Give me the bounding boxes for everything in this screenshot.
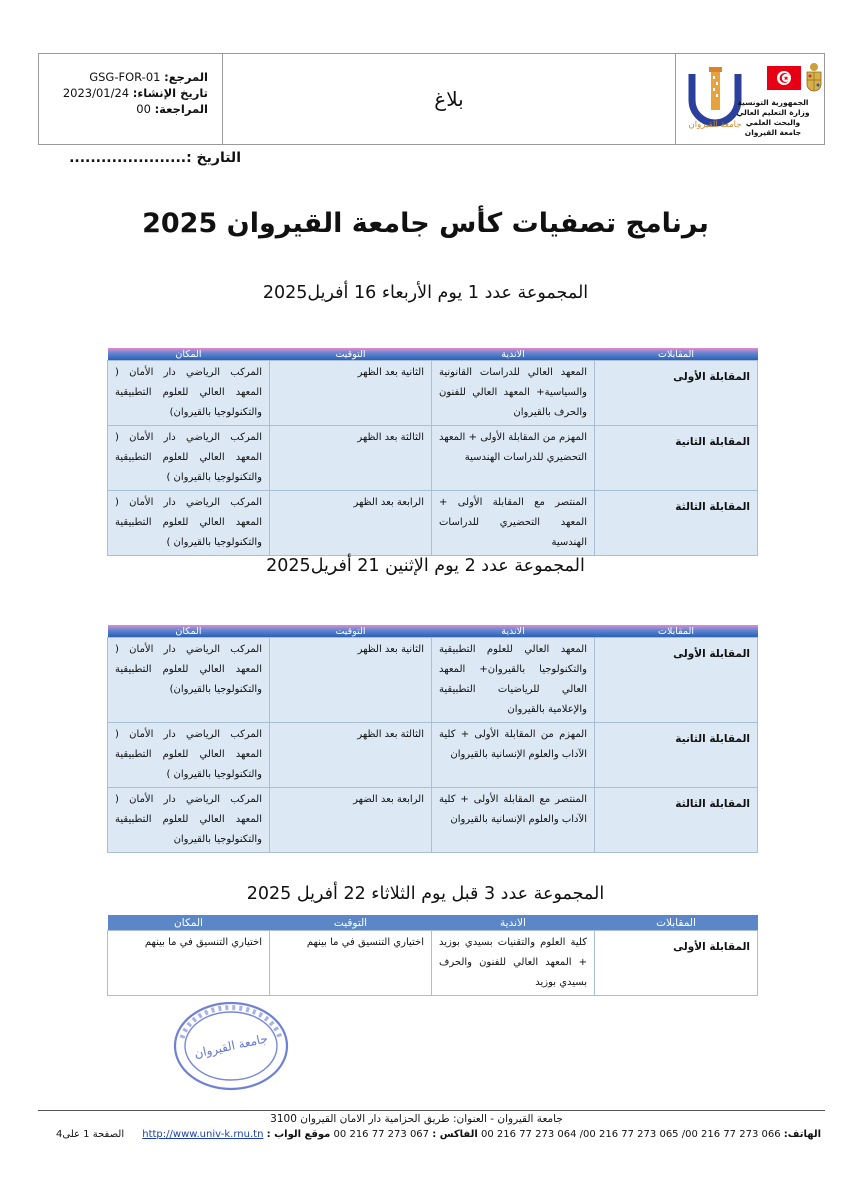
- column-header: المقابلات: [595, 625, 758, 638]
- group-3-table: [107, 915, 758, 996]
- reference-label: المرجع:: [164, 70, 208, 84]
- match-time: الثالثة بعد الظهر: [270, 426, 432, 491]
- footer-contacts: [142, 1129, 821, 1140]
- group-2-title: المجموعة عدد 2 يوم الإثنين 21 أفريل2025: [266, 556, 585, 576]
- column-header: المقابلات: [595, 348, 758, 361]
- page-title: برنامج تصفيات كأس جامعة القيروان 2025: [142, 208, 709, 239]
- fax-value: 067 273 77 216 00: [333, 1129, 430, 1140]
- match-time: الثانية بعد الظهر: [270, 361, 432, 426]
- phone-label: الهاتف:: [783, 1129, 821, 1140]
- match-clubs: المنتصر مع المقابلة الأولى + كلية الآداب والعلوم الإنسانية بالقيروان: [432, 788, 595, 853]
- match-time: الثالثة بعد الظهر: [270, 723, 432, 788]
- table-header-row: [108, 915, 758, 931]
- column-header: الاندية: [432, 625, 595, 638]
- match-time: الرابعة بعد الضهر: [270, 788, 432, 853]
- table-row: [108, 723, 758, 788]
- table-row: [108, 638, 758, 723]
- web-label: موقع الواب :: [266, 1129, 331, 1140]
- group-1-title: المجموعة عدد 1 يوم الأربعاء 16 أفريل2025: [262, 283, 589, 303]
- column-header: المكان: [108, 348, 270, 361]
- tunisia-flag-icon: [767, 66, 801, 90]
- date-line: التاريخ :......................: [69, 150, 241, 166]
- column-header: الاندية: [432, 915, 595, 931]
- match-name: المقابلة الثالثة: [595, 788, 758, 853]
- column-header: المكان: [108, 915, 270, 931]
- match-clubs: المهزم من المقابلة الأولى + المعهد التحضيري للدراسات الهندسية: [432, 426, 595, 491]
- revision-value: 00: [136, 102, 151, 116]
- match-time: الرابعة بعد الظهر: [270, 491, 432, 556]
- match-clubs: كلية العلوم والتقنيات بسيدي بوزيد + المعهد العالي للفنون والحرف بسيدي بوزيد: [432, 931, 595, 996]
- revision-label: المراجعة:: [154, 102, 208, 116]
- match-place: المركب الرياضي دار الأمان ( المعهد العالي للعلوم التطبيقية والتكنولوجيا بالقيروان: [108, 788, 270, 853]
- match-place: المركب الرياضي دار الأمان ( المعهد العالي للعلوم التطبيقية والتكنولوجيا بالقيروان): [108, 361, 270, 426]
- ministry-line: جامعة القيروان: [744, 128, 802, 137]
- footer-address: جامعة القيروان - العنوان: طريق الحزامية دار الامان القيروان 3100: [270, 1113, 563, 1125]
- university-stamp: [168, 998, 294, 1094]
- table-header-row: [108, 348, 758, 361]
- group-2-table: [107, 625, 758, 853]
- reference-value: GSG-FOR-01: [89, 70, 161, 84]
- match-name: المقابلة الثالثة: [595, 491, 758, 556]
- creation-value: 2023/01/24: [62, 86, 130, 100]
- page-number: الصفحة 1 على4: [56, 1129, 125, 1140]
- university-logo-text: جامعة القيروان: [688, 120, 742, 130]
- phone-value: 066 273 77 216 00/ 065 273 77 216 00/ 064 273 77 216 00: [480, 1129, 781, 1140]
- column-header: المقابلات: [595, 915, 758, 931]
- match-name: المقابلة الثانية: [595, 426, 758, 491]
- stamp-text: جامعة القيروان: [192, 1031, 270, 1061]
- match-time: اختياري التنسيق في ما بينهم: [270, 931, 432, 996]
- table-row: [108, 931, 758, 996]
- ministry-line: الجمهورية التونسية: [737, 98, 809, 107]
- table-row: [108, 491, 758, 556]
- match-time: الثانية بعد الظهر: [270, 638, 432, 723]
- table-row: [108, 788, 758, 853]
- table-header-row: [108, 625, 758, 638]
- match-clubs: المنتصر مع المقابلة الأولى + المعهد التحضيري للدراسات الهندسية: [432, 491, 595, 556]
- coat-of-arms-icon: [805, 62, 823, 94]
- match-place: المركب الرياضي دار الأمان ( المعهد العالي للعلوم التطبيقية والتكنولوجيا بالقيروان ): [108, 723, 270, 788]
- match-place: اختياري التنسيق في ما بينهم: [108, 931, 270, 996]
- column-header: التوقيت: [270, 625, 432, 638]
- column-header: المكان: [108, 625, 270, 638]
- website-link[interactable]: http://www.univ-k.rnu.tn: [142, 1129, 264, 1140]
- match-name: المقابلة الأولى: [595, 361, 758, 426]
- match-name: المقابلة الثانية: [595, 723, 758, 788]
- match-place: المركب الرياضي دار الأمان ( المعهد العالي للعلوم التطبيقية والتكنولوجيا بالقيروان): [108, 638, 270, 723]
- column-header: التوقيت: [270, 915, 432, 931]
- ministry-block: [724, 98, 822, 138]
- creation-label: تاريخ الإنشاء:: [132, 86, 208, 100]
- group-3-title: المجموعة عدد 3 قبل يوم الثلاثاء 22 أفريل 2025: [246, 884, 605, 904]
- table-row: [108, 361, 758, 426]
- group-1-table: [107, 348, 758, 556]
- match-clubs: المعهد العالي للدراسات القانونية والسياسية+ المعهد العالي للفنون والحرف بالقيروان: [432, 361, 595, 426]
- match-clubs: المهزم من المقابلة الأولى + كلية الآداب والعلوم الإنسانية بالقيروان: [432, 723, 595, 788]
- document-header: [38, 53, 825, 145]
- match-clubs: المعهد العالي للعلوم التطبيقية والتكنولوجيا بالقيروان+ المعهد العالي للرياضيات التطبيقية والإعلامية بالقيروان: [432, 638, 595, 723]
- notice-title: بلاغ: [434, 87, 464, 111]
- match-place: المركب الرياضي دار الأمان ( المعهد العالي للعلوم التطبيقية والتكنولوجيا بالقيروان ): [108, 491, 270, 556]
- match-name: المقابلة الأولى: [595, 931, 758, 996]
- column-header: الاندية: [432, 348, 595, 361]
- column-header: التوقيت: [270, 348, 432, 361]
- ministry-line: وزارة التعليم العالي والبحث العلمي: [736, 108, 810, 127]
- table-row: [108, 426, 758, 491]
- fax-label: الفاكس :: [432, 1129, 478, 1140]
- match-name: المقابلة الأولى: [595, 638, 758, 723]
- match-place: المركب الرياضي دار الأمان ( المعهد العالي للعلوم التطبيقية والتكنولوجيا بالقيروان ): [108, 426, 270, 491]
- footer-rule: [38, 1110, 825, 1111]
- reference-block: [39, 54, 222, 144]
